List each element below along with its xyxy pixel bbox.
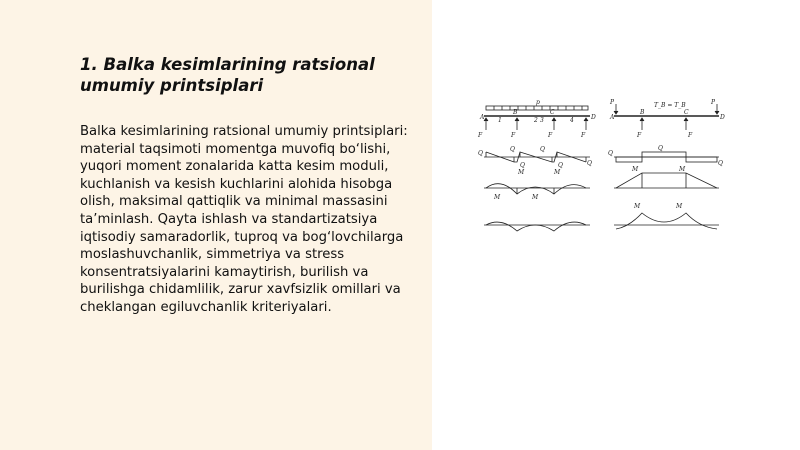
slide-body-text: Balka kesimlarining ratsional umumiy printsiplari: material taqsimoti momentga muvofiq bo‘lishi, yuqori moment zonalarida katta kesim moduli, kuchlanish va kesish kuchlarini alohida hisobga olish, maksimal qattiqlik va minimal massasini ta’minlash. Qayta ishlash va standartizatsiya iqtisodiy samaradorlik, tuproq va bog‘lovchilarga moslashuvchanlik, simmetriya va stress konsentratsiyalarini kamaytirish, burilish va burilishga chidamlilik, zarur xavfsizlik omillari va cheklangan egiluvchanlik kriteriyalari.: [80, 124, 408, 315]
label-m1-right: M: [634, 203, 641, 210]
label-n4: 4: [570, 117, 574, 124]
label-qbl: Q: [510, 146, 515, 153]
label-qbr: Q: [520, 162, 525, 169]
label-n1: 1: [498, 117, 502, 124]
label-pd-right: P: [711, 99, 716, 106]
label-mb-right: M: [632, 166, 639, 173]
label-fd: F: [581, 132, 586, 139]
label-fc: F: [548, 132, 553, 139]
label-fb: F: [511, 132, 516, 139]
label-qa: Q: [478, 150, 483, 157]
label-qcr: Q: [558, 162, 563, 169]
label-c-right: C: [684, 109, 689, 116]
label-load-p: p: [536, 99, 540, 106]
label-qd: Q: [587, 160, 592, 167]
label-fb-right: F: [637, 132, 642, 139]
beam-diagram-svg: [474, 95, 724, 245]
label-fa: F: [478, 132, 483, 139]
label-b-right: B: [640, 109, 645, 116]
label-qcl: Q: [540, 146, 545, 153]
label-n3: 3: [540, 117, 544, 124]
label-mc-right: M: [679, 166, 686, 173]
label-tb-equality: T_B = T_B: [654, 102, 686, 109]
label-n2: 2: [534, 117, 538, 124]
label-d-right: D: [720, 114, 725, 121]
beam-diagram-figure: [474, 95, 724, 245]
label-qd-right: Q: [718, 160, 723, 167]
label-qa-right: Q: [608, 150, 613, 157]
label-mc: M: [554, 169, 561, 176]
label-mb: M: [518, 169, 525, 176]
label-a-right: A: [610, 114, 615, 121]
label-qc-right: Q: [658, 145, 663, 152]
label-m2-right: M: [676, 203, 683, 210]
label-d-left: D: [591, 114, 596, 121]
label-m2: M: [532, 194, 539, 201]
label-fc-right: F: [688, 132, 693, 139]
slide-title: 1. Balka kesimlarining ratsional umumiy printsiplari: [80, 55, 375, 95]
label-c-left: C: [550, 109, 555, 116]
label-a-left: A: [480, 114, 485, 121]
label-pa-right: P: [610, 99, 615, 106]
distributed-load-left: [486, 106, 588, 110]
label-m1: M: [494, 194, 501, 201]
label-b-left: B: [513, 109, 518, 116]
